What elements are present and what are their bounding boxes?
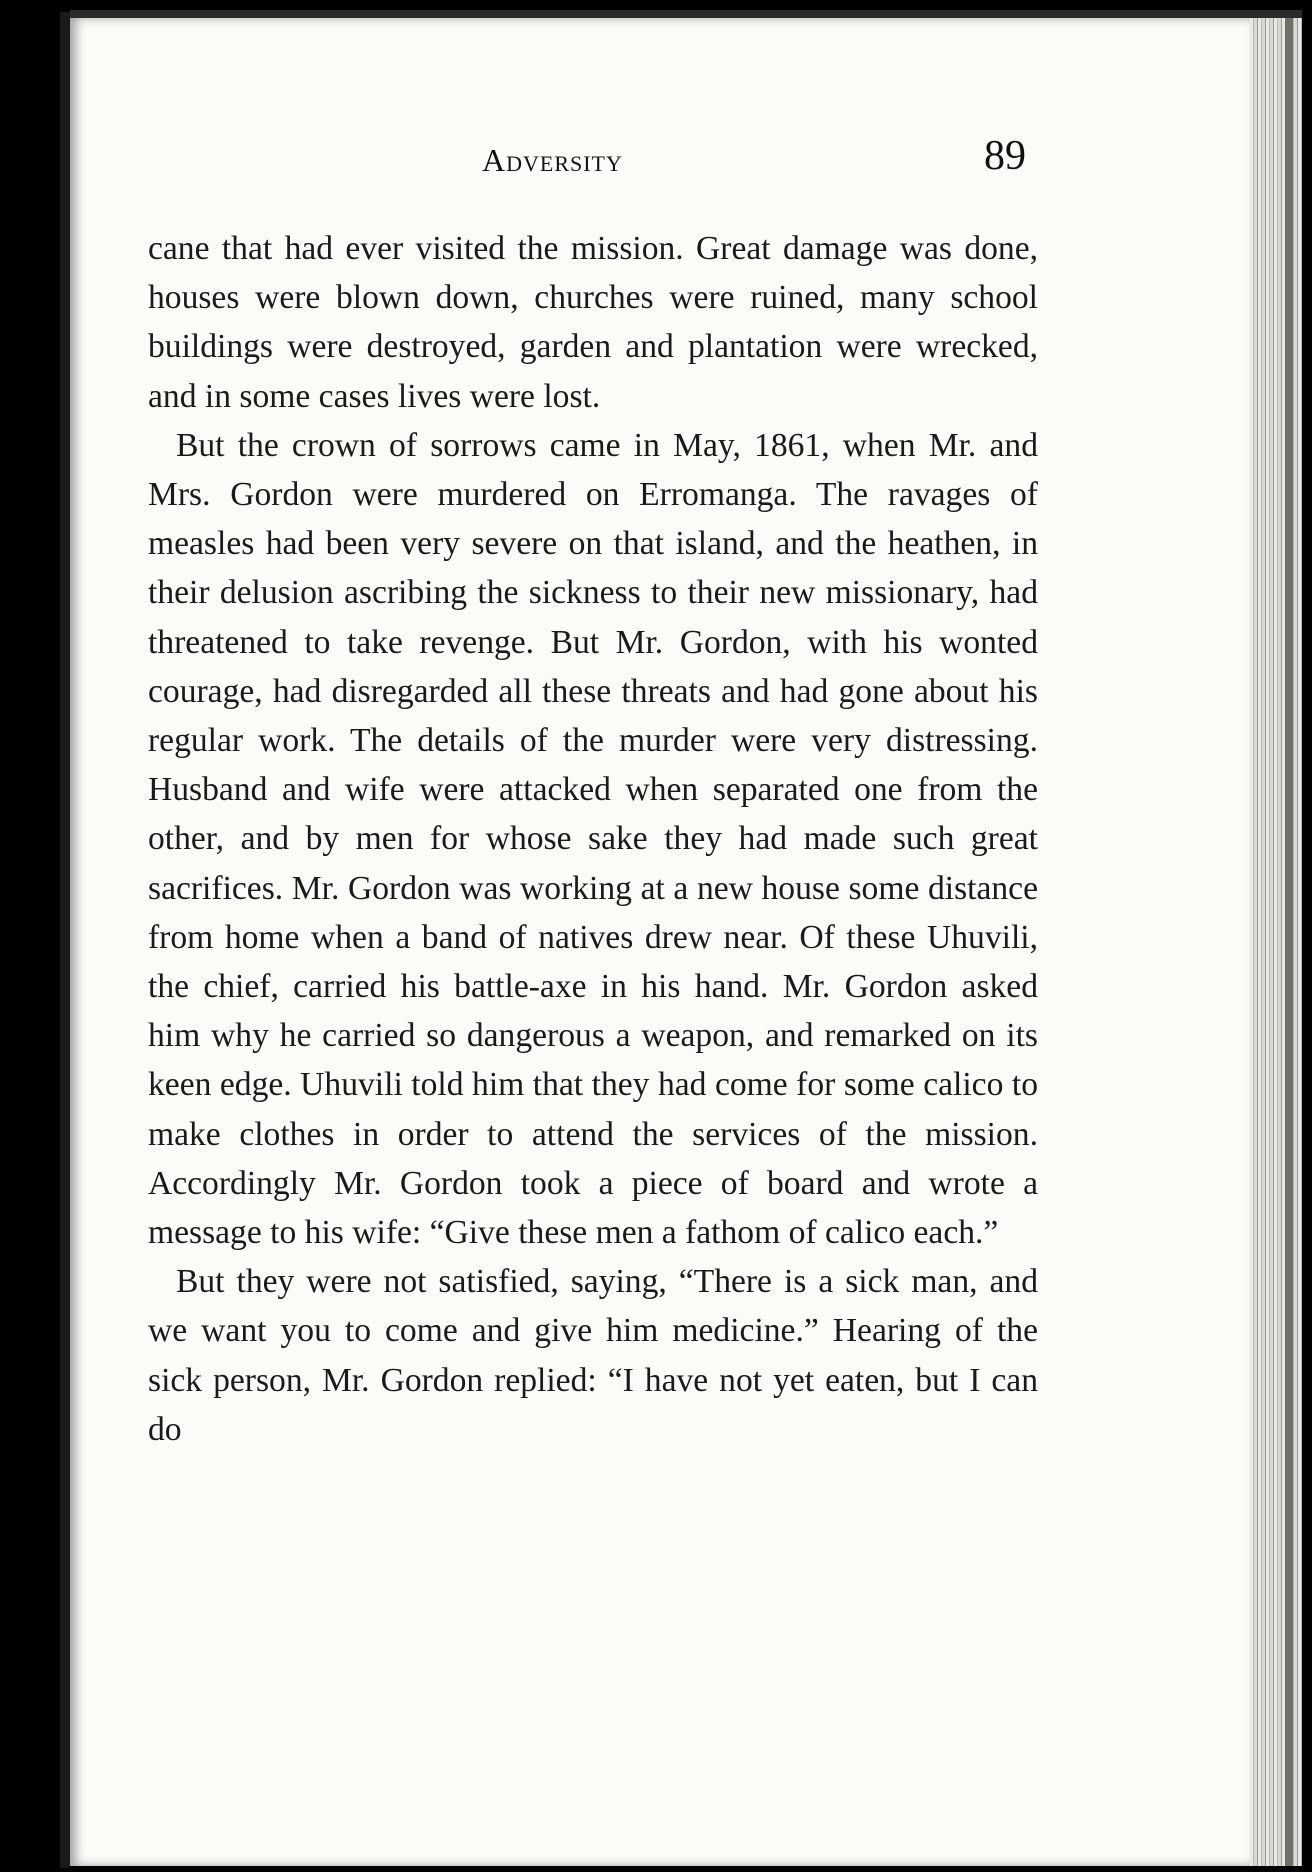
- running-head: Adversity: [482, 142, 623, 178]
- body-text: [148, 224, 1038, 1454]
- book-gutter: [60, 12, 70, 1868]
- paragraph-continued: cane that had ever visited the mission. Great damage was done, houses were blown down, churches were ruined, many school buildings were destroyed, garden and plantation were wrecked, and in some cases lives were lost.: [148, 230, 1038, 415]
- top-shadow: [70, 10, 1302, 18]
- cover-edge: [1285, 18, 1293, 1866]
- paragraph: But they were not satisfied, saying, “There is a sick man, and we want you to come and give him medicine.” Hearing of the sick person, Mr. Gordon replied: “I have not yet eaten, but I can do: [148, 1263, 1038, 1448]
- page-number: 89: [984, 133, 1026, 179]
- page-edges: [1250, 18, 1302, 1866]
- paragraph: But the crown of sorrows came in May, 1861, when Mr. and Mrs. Gordon were murdered on Erromanga. The ravages of measles had been very severe on that island, and the heathen, in their delusion ascribing the sickness to their new missionary, had threatened to take revenge. But Mr. Gordon, with his wonted courage, had disregarded all these threats and had gone about his regular work. The details of the murder were very distressing. Husband and wife were attacked when separated one from the other, and by men for whose sake they had made such great sacrifices. Mr. Gordon was working at a new house some distance from home when a band of natives drew near. Of these Uhuvili, the chief, carried his battle-axe in his hand. Mr. Gordon asked him why he carried so dangerous a weapon, and remarked on its keen edge. Uhuvili told him that they had come for some calico to make clothes in order to attend the services of the mission. Accordingly Mr. Gordon took a piece of board and wrote a message to his wife: “Give these men a fathom of calico each.”: [148, 426, 1038, 1252]
- page-header: [148, 130, 1038, 190]
